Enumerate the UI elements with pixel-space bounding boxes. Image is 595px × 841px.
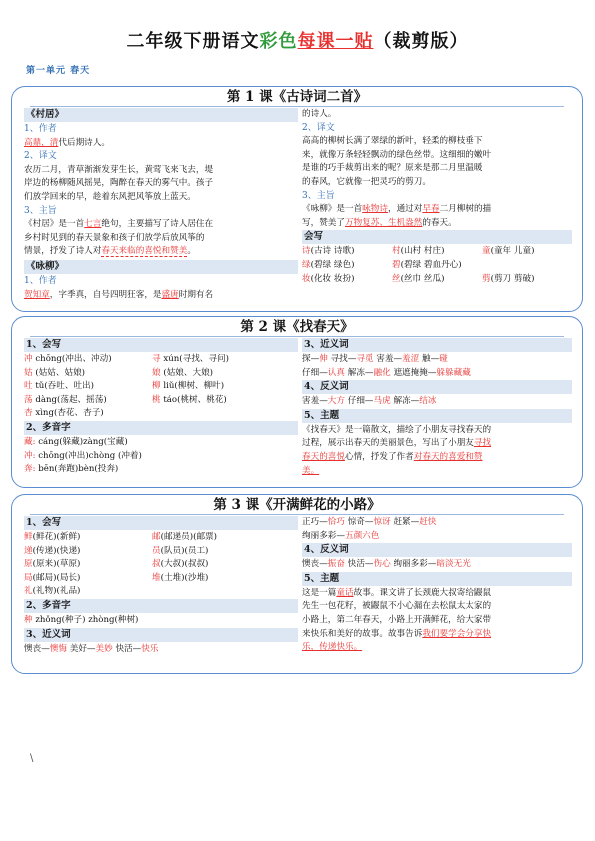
write-char: 绿 (302, 259, 311, 270)
write-row (24, 585, 298, 599)
write-char: 柳 (152, 381, 161, 392)
word-pair: 五颜六色 (344, 530, 380, 541)
word: 快活— (345, 559, 374, 570)
theme-line (302, 451, 572, 465)
author-desc: ，字季真，自号四明狂客，是 (49, 289, 162, 300)
write-words: (邮递员)(邮票) (160, 532, 217, 542)
theme-line: 《找春天》是一篇散文，描绘了小朋友寻找春天的 (302, 424, 492, 435)
write-words: xún(寻找、寻问) (160, 354, 229, 364)
polyphone-row (24, 463, 298, 477)
write-char: 杏 (24, 408, 33, 419)
theme-text: 《咏柳》是一首 (302, 204, 363, 215)
translation-line: 是谁的巧手裁剪出来的呢？原来是那二月里温暖 (302, 163, 483, 174)
theme-line (302, 465, 572, 479)
theme-text: 绝句，主要描写了诗人居住在 (101, 219, 214, 230)
translation-line: 的春风，它就像一把灵巧的剪刀。 (302, 176, 431, 187)
write-words: (礼物)(礼品) (32, 586, 81, 597)
write-char: 递 (24, 545, 33, 556)
write-char: 叔 (152, 559, 161, 570)
polyphone-readings: chōng(冲出)chòng (冲着) (35, 450, 142, 461)
theme-text: 。 (187, 246, 196, 257)
theme-heading: 3、主旨 (24, 205, 57, 216)
word: 寻找— (327, 354, 357, 364)
polyphone-row (24, 450, 298, 464)
lesson-1-title: 第 1 课《古诗词二首》 (12, 87, 582, 107)
polyphone-char: 奔: (24, 464, 36, 475)
author-name: 贺知章 (24, 289, 50, 300)
translation-line: 岸边的杨柳随风摇晃，陶醉在春天的雾气中。孩子 (24, 178, 214, 189)
lesson-1-card (11, 86, 583, 312)
theme-key: 七言 (84, 219, 102, 230)
write-char: 鲜 (24, 532, 33, 542)
translation-line: 们放学回来的早，趁着东风把风筝放上蓝天。 (24, 191, 196, 202)
word: 解冻— (390, 396, 420, 407)
author-line-cont: 的诗人。 (302, 109, 337, 119)
write-row (24, 353, 298, 367)
word: 绚丽多彩— (390, 559, 437, 570)
theme-line: 小路上，第二年春天，小路上开满鲜花，给大家带 (302, 614, 492, 625)
write-row (24, 407, 298, 421)
write-words: (鲜花)(新鲜) (32, 532, 81, 542)
lesson-1-left-column (24, 108, 298, 307)
write-row (24, 380, 298, 394)
write-words: chōng(冲出、冲动) (32, 354, 112, 364)
polyphone-char: 冲: (24, 450, 36, 461)
synonym-heading: 3、近义词 (24, 628, 298, 642)
synonym-row (302, 353, 572, 367)
write-char: 妆 (302, 273, 311, 284)
author-line (24, 137, 298, 151)
write-words: (邮局)(局长) (32, 572, 81, 583)
word: 懊丧— (24, 643, 50, 654)
write-char: 碧 (392, 259, 401, 270)
author-line (24, 289, 298, 303)
theme-key: 万物复苏、生机盎然 (344, 217, 423, 228)
theme-key: 春天来临的喜悦和赞美 (101, 246, 188, 257)
theme-text: 写，赞美了 (302, 217, 345, 228)
lesson-2-left-column (24, 338, 298, 483)
write-char: 寻 (152, 354, 161, 364)
theme-text: 过程，展示出春天的美丽景色，写出了小朋友 (302, 438, 474, 449)
write-char: 局 (24, 572, 33, 583)
write-char: 丝 (392, 273, 401, 284)
word: 仔细— (345, 396, 374, 407)
theme-text: 《村居》是一首 (24, 219, 85, 230)
theme-text: 心情，抒发了作者 (344, 451, 414, 462)
word: 解冻— (345, 367, 374, 378)
theme-line (302, 203, 572, 217)
lesson-3-left-column (24, 516, 298, 669)
theme-key: 春天的喜悦 (302, 451, 345, 462)
write-char: 桃 (152, 394, 161, 405)
translation-line: 高高的柳树长满了翠绿的新叶，轻柔的柳枝垂下 (302, 136, 483, 147)
author-era: 盛唐 (161, 289, 179, 300)
write-char: 剪 (482, 273, 491, 284)
synonym-heading: 3、近义词 (302, 338, 572, 352)
lesson-2-card (11, 316, 583, 488)
theme-text: 来快乐和美好的故事。故事告诉 (302, 628, 423, 639)
word-pair: 羞涩 (402, 354, 420, 364)
write-heading: 1、会写 (24, 516, 298, 530)
write-words: (碧绿 碧血丹心) (400, 259, 462, 270)
synonym-row (302, 516, 572, 530)
poem-title-yongliu: 《咏柳》 (24, 260, 298, 274)
word: 懊丧— (302, 559, 328, 570)
write-words: (原来)(草原) (32, 559, 81, 570)
write-char: 荡 (24, 394, 33, 405)
write-row (302, 245, 572, 259)
word-pair: 惊讶 (373, 517, 391, 527)
theme-key: 美。 (302, 465, 320, 476)
lesson-2-right-column (302, 338, 572, 483)
lesson-2-title: 第 2 课《找春天》 (12, 317, 582, 337)
write-char: 村 (392, 246, 401, 257)
write-char: 礼 (24, 586, 33, 597)
word-pair: 伤心 (373, 559, 391, 570)
word: 快活— (112, 643, 142, 654)
theme-line (302, 641, 572, 655)
write-row (24, 394, 298, 408)
write-char: 冲 (24, 354, 33, 364)
word-pair: 赶快 (419, 517, 437, 527)
write-words: (传递)(快递) (32, 545, 81, 556)
polyphone-readings: bēn(奔跑)bèn(投奔) (35, 464, 119, 475)
word-pair: 懊悔 (49, 643, 67, 654)
word-pair: 碰 (439, 354, 448, 364)
write-row (24, 531, 298, 545)
write-words: xìng(杏花、杏子) (32, 408, 104, 419)
write-row (24, 367, 298, 381)
lesson-3-card (11, 494, 583, 674)
write-words: (碧绿 绿色) (310, 259, 355, 270)
write-words: (土堆)(沙堆) (160, 572, 209, 583)
author-desc: 时期有名 (178, 289, 214, 300)
write-words: liǔ(柳树、柳叶) (160, 381, 225, 392)
theme-heading: 5、主题 (302, 409, 572, 423)
word-pair: 躲躲藏藏 (436, 367, 471, 378)
word: 触— (419, 354, 440, 364)
theme-line (302, 587, 572, 601)
theme-text: 情景，抒发了诗人对 (24, 246, 102, 257)
word-pair: 大方 (327, 396, 345, 407)
synonym-row (302, 367, 572, 381)
translation-heading: 2、译文 (24, 151, 57, 162)
word: 美好— (67, 643, 96, 654)
write-words: (丝巾 丝瓜) (400, 273, 445, 284)
write-heading: 会写 (302, 230, 572, 244)
lesson-3-right-column (302, 516, 572, 669)
page-title (0, 30, 595, 54)
word-pair: 融化 (373, 367, 391, 378)
word-pair: 马虎 (373, 396, 391, 407)
polyphone-heading: 2、多音字 (24, 599, 298, 613)
theme-text: 二月柳树的描 (439, 204, 492, 215)
word-pair: 暗淡无光 (436, 559, 471, 570)
title-part-grade: 二年级下册语文 (126, 31, 260, 52)
word: 探— (302, 354, 320, 364)
word-pair: 快乐 (141, 643, 159, 654)
lesson-3-title: 第 3 课《开满鲜花的小路》 (12, 495, 582, 515)
theme-key: 咏物诗 (362, 204, 388, 215)
theme-text: 故事。课文讲了长颈鹿大叔寄给鼹鼠 (353, 587, 492, 598)
write-words: (剪刀 剪破) (490, 273, 535, 284)
word: 惊奇— (345, 517, 374, 527)
polyphone-char: 种 (24, 614, 33, 625)
write-char: 堆 (152, 572, 161, 583)
author-desc: 代后期诗人。 (58, 137, 110, 148)
write-row (24, 558, 298, 572)
polyphone-heading: 2、多音字 (24, 421, 298, 435)
polyphone-row (24, 436, 298, 450)
theme-key: 早春 (422, 204, 440, 215)
polyphone-readings: cáng(躲藏)zàng(宝藏) (35, 436, 128, 447)
word-pair: 认真 (327, 367, 345, 378)
polyphone-readings: zhǒng(种子) zhòng(种树) (32, 614, 139, 625)
author-heading: 1、作者 (24, 275, 57, 286)
write-char: 吐 (24, 381, 33, 392)
write-words: (大叔)(叔叔) (160, 559, 209, 570)
write-row (302, 259, 572, 273)
write-row (24, 572, 298, 586)
title-part-edition: （裁剪版） (373, 31, 469, 52)
write-char: 娘 (152, 367, 161, 378)
write-words: (姑姑、姑娘) (32, 367, 86, 378)
write-heading: 1、会写 (24, 338, 298, 352)
write-words: (姑娘、大娘) (160, 367, 214, 378)
theme-line (302, 217, 572, 231)
write-char: 诗 (302, 246, 311, 257)
stray-mark: \ (30, 753, 34, 764)
write-char: 童 (482, 246, 491, 257)
theme-line: 乡村时见到的春天景象和孩子们放学后放风筝的 (24, 232, 205, 243)
antonym-heading: 4、反义词 (302, 380, 572, 394)
word: 害羞— (302, 396, 328, 407)
translation-line: 农历二月，青草渐渐发芽生长，黄莺飞来飞去，堤 (24, 164, 214, 175)
theme-key: 我们要学会分享快 (422, 628, 492, 639)
polyphone-row (24, 614, 298, 628)
theme-line (24, 218, 298, 232)
write-char: 原 (24, 559, 33, 570)
theme-key: 对春天的喜爱和赞 (413, 451, 483, 462)
write-words: (童年 儿童) (490, 246, 535, 257)
title-part-color: 彩色 (259, 31, 298, 52)
unit-label: 第一单元 春天 (26, 66, 91, 76)
write-row (302, 273, 572, 287)
lesson-1-right-column (302, 108, 572, 307)
translation-heading: 2、译文 (302, 122, 335, 133)
theme-text: 这是一篇 (302, 587, 337, 598)
word-pair: 美妙 (95, 643, 113, 654)
write-char: 员 (152, 545, 161, 556)
theme-text: ，通过对 (387, 204, 423, 215)
word-pair: 伸 (319, 354, 328, 364)
word: 绚丽多彩— (302, 530, 345, 541)
synonym-row (302, 530, 572, 544)
word-pair: 寻觅 (356, 354, 374, 364)
word: 遮遮掩掩— (390, 367, 437, 378)
write-words: táo(桃树、桃花) (160, 394, 227, 405)
theme-heading: 3、主旨 (302, 190, 335, 201)
word-pair: 振奋 (327, 559, 345, 570)
write-char: 姑 (24, 367, 33, 378)
antonym-heading: 4、反义词 (302, 543, 572, 557)
antonym-row (302, 395, 572, 409)
write-words: tǔ(吞吐、吐出) (32, 381, 95, 392)
antonym-row (302, 558, 572, 572)
theme-line (302, 437, 572, 451)
word: 仔细— (302, 367, 328, 378)
poem-title-cunju: 《村居》 (24, 108, 298, 122)
word-pair: 恰巧 (327, 517, 345, 527)
theme-heading: 5、主题 (302, 572, 572, 586)
write-words: (山村 村庄) (400, 246, 445, 257)
theme-line: 先生一包花籽，被鼹鼠不小心漏在去松鼠太太家的 (302, 601, 492, 612)
synonym-row (24, 643, 298, 657)
word: 赶紧— (390, 517, 420, 527)
theme-text: 的春天。 (422, 217, 457, 228)
theme-key: 乐，传递快乐。 (302, 642, 363, 653)
theme-line (24, 245, 298, 259)
author-name: 高鼎，清 (24, 137, 59, 148)
author-heading: 1、作者 (24, 124, 57, 134)
title-part-sticker: 每课一贴 (297, 31, 374, 52)
theme-key: 寻找 (473, 438, 492, 449)
write-words: dàng(荡起、摇荡) (32, 394, 107, 405)
word-pair: 结冰 (419, 396, 437, 407)
theme-line (302, 628, 572, 642)
write-words: (古诗 诗歌) (310, 246, 355, 257)
write-char: 邮 (152, 532, 161, 542)
write-words: (化妆 妆扮) (310, 273, 355, 284)
translation-line: 来，就像万条轻轻飘动的绿色丝带。这细细的嫩叶 (302, 149, 492, 160)
polyphone-char: 藏: (24, 436, 36, 447)
theme-key: 童话 (336, 587, 354, 598)
write-words: (队员)(员工) (160, 545, 209, 556)
write-row (24, 545, 298, 559)
word: 正巧— (302, 517, 328, 527)
word: 害羞— (373, 354, 403, 364)
